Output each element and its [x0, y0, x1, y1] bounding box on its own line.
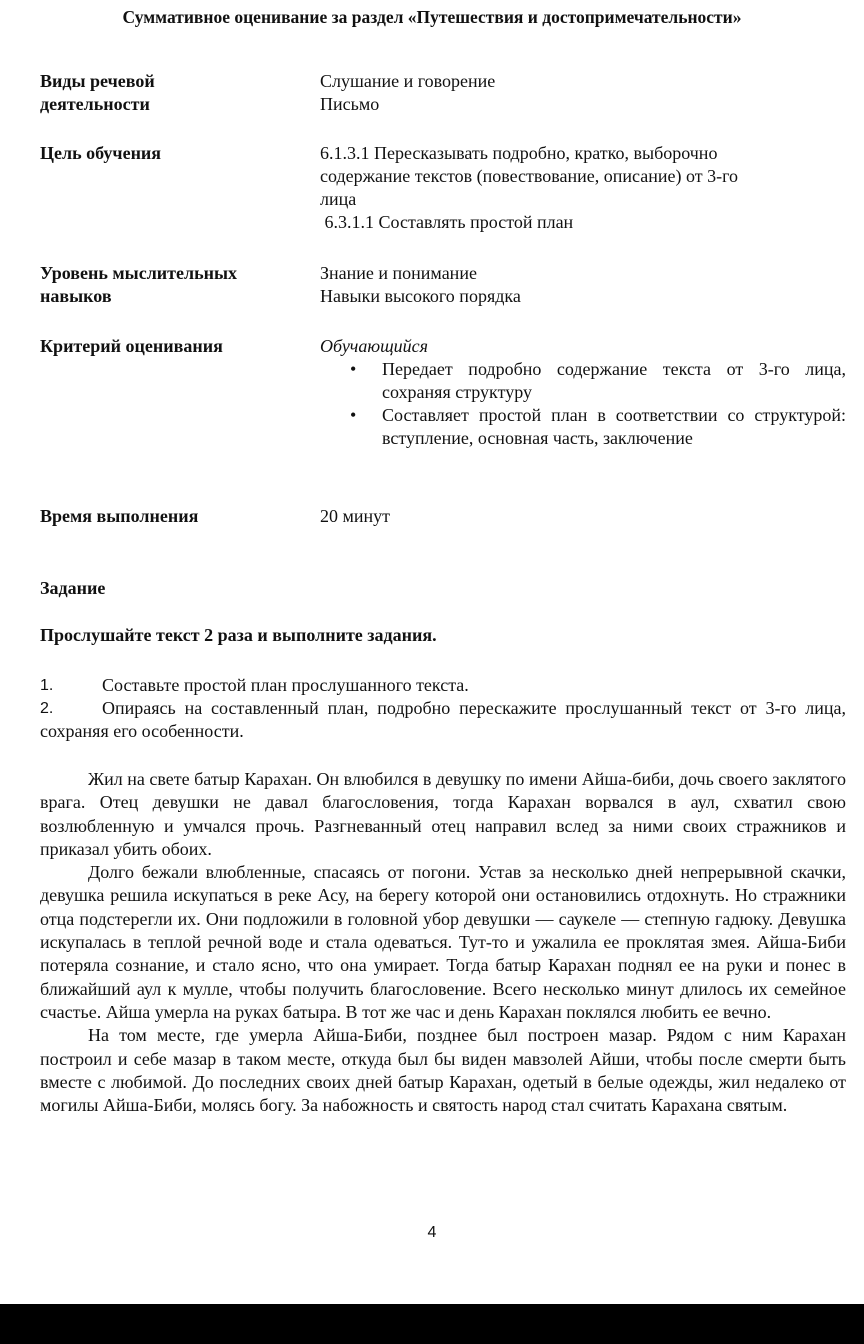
bullet-icon: •: [350, 405, 357, 425]
label-line: Время выполнения: [40, 506, 199, 526]
document-title: Суммативное оценивание за раздел «Путешествия и достопримечательности»: [122, 7, 742, 27]
value-line: Навыки высокого порядка: [320, 286, 521, 306]
page-number: 4: [427, 1224, 437, 1241]
value-line: 20 минут: [320, 506, 391, 526]
label-assessment-criteria: [40, 335, 300, 358]
story-paragraph: На том месте, где умерла Айша-Биби, позднее был построен мазар. Рядом с ним Карахан построил и себе мазар в таком месте, откуда был бы виден мавзолей Айши, чтобы после смерти быть вместе с любимой. До последних своих дней батыр Карахан, одетый в белые одежды, жил недалеко от могилы Айша-Биби, молясь богу. За набожность и святость народ стал считать Карахана святым.: [40, 1025, 846, 1116]
value-speech-activity: [320, 70, 844, 116]
label-line: Виды речевой: [40, 71, 155, 91]
label-line: навыков: [40, 286, 112, 306]
criteria-intro: Обучающийся: [320, 336, 429, 356]
story-paragraph: Долго бежали влюбленные, спасаясь от погони. Устав за несколько дней непрерывной скачки, девушка решила искупаться в реке Асу, на берегу которой они остановились отдохнуть. Но стражники отца подстерегли их. Они подложили в головной убор девушки — саукеле — степную гадюку. Девушка искупалась в теплой речной воде и стала одеваться. Тут-то и ужалила ее проклятая змея. Айша-Биби потеряла сознание, и стало ясно, что она умирает. Тогда батыр Карахан поднял ее на руки и понес в ближайший аул к мулле, чтобы получить благословение. Всего несколько минут длилось их семейное счастье. Айша умерла на руках батыра. В тот же час и день Карахан поклялся любить ее вечно.: [40, 862, 846, 1022]
criteria-item-text: Составляет простой план в соответствии со структурой: вступление, основная часть, заключение: [382, 405, 846, 448]
label-thinking-skills: [40, 262, 300, 308]
task-item: [40, 674, 846, 697]
screen-bottom-bar: [0, 1304, 864, 1344]
criteria-item: [320, 358, 846, 404]
label-line: Критерий оценивания: [40, 336, 223, 356]
value-line: 6.3.1.1 Составлять простой план: [320, 212, 574, 232]
value-thinking-skills: [320, 262, 844, 308]
instruction: Прослушайте текст 2 раза и выполните задания.: [40, 625, 437, 645]
value-line: содержание текстов (повествование, описание) от 3-го: [320, 166, 739, 186]
label-line: деятельности: [40, 94, 150, 114]
label-completion-time: [40, 505, 300, 528]
story-text: [40, 768, 846, 1117]
criteria-item: [320, 404, 846, 450]
value-assessment-criteria: [320, 335, 846, 450]
bullet-icon: •: [350, 359, 357, 379]
task-heading: Задание: [40, 578, 106, 598]
task-number: 2.: [40, 700, 54, 717]
task-number: 1.: [40, 677, 54, 694]
value-completion-time: [320, 505, 844, 528]
value-line: Знание и понимание: [320, 263, 477, 283]
task-text: Составьте простой план прослушанного текста.: [102, 675, 469, 695]
criteria-item-text: Передает подробно содержание текста от 3-го лица, сохраняя структуру: [382, 359, 846, 402]
value-line: Письмо: [320, 94, 380, 114]
value-line: лица: [320, 189, 357, 209]
story-paragraph: Жил на свете батыр Карахан. Он влюбился в девушку по имени Айша-биби, дочь своего заклятого врага. Отец девушки не давал благословения, тогда Карахан ворвался в аул, схватил свою возлюбленную и умчался прочь. Разгневанный отец направил вслед за ними своих стражников и приказал убить обоих.: [40, 769, 846, 859]
value-line: Слушание и говорение: [320, 71, 496, 91]
value-learning-goal: [320, 142, 844, 234]
label-learning-goal: [40, 142, 300, 165]
criteria-list: [320, 358, 846, 450]
label-line: Уровень мыслительных: [40, 263, 238, 283]
task-text: Опираясь на составленный план, подробно перескажите прослушанный текст от 3-го лица, сохраняя его особенности.: [40, 698, 846, 741]
label-line: Цель обучения: [40, 143, 162, 163]
label-speech-activity: [40, 70, 300, 116]
task-item: [40, 697, 846, 743]
value-line: 6.1.3.1 Пересказывать подробно, кратко, выборочно: [320, 143, 718, 163]
